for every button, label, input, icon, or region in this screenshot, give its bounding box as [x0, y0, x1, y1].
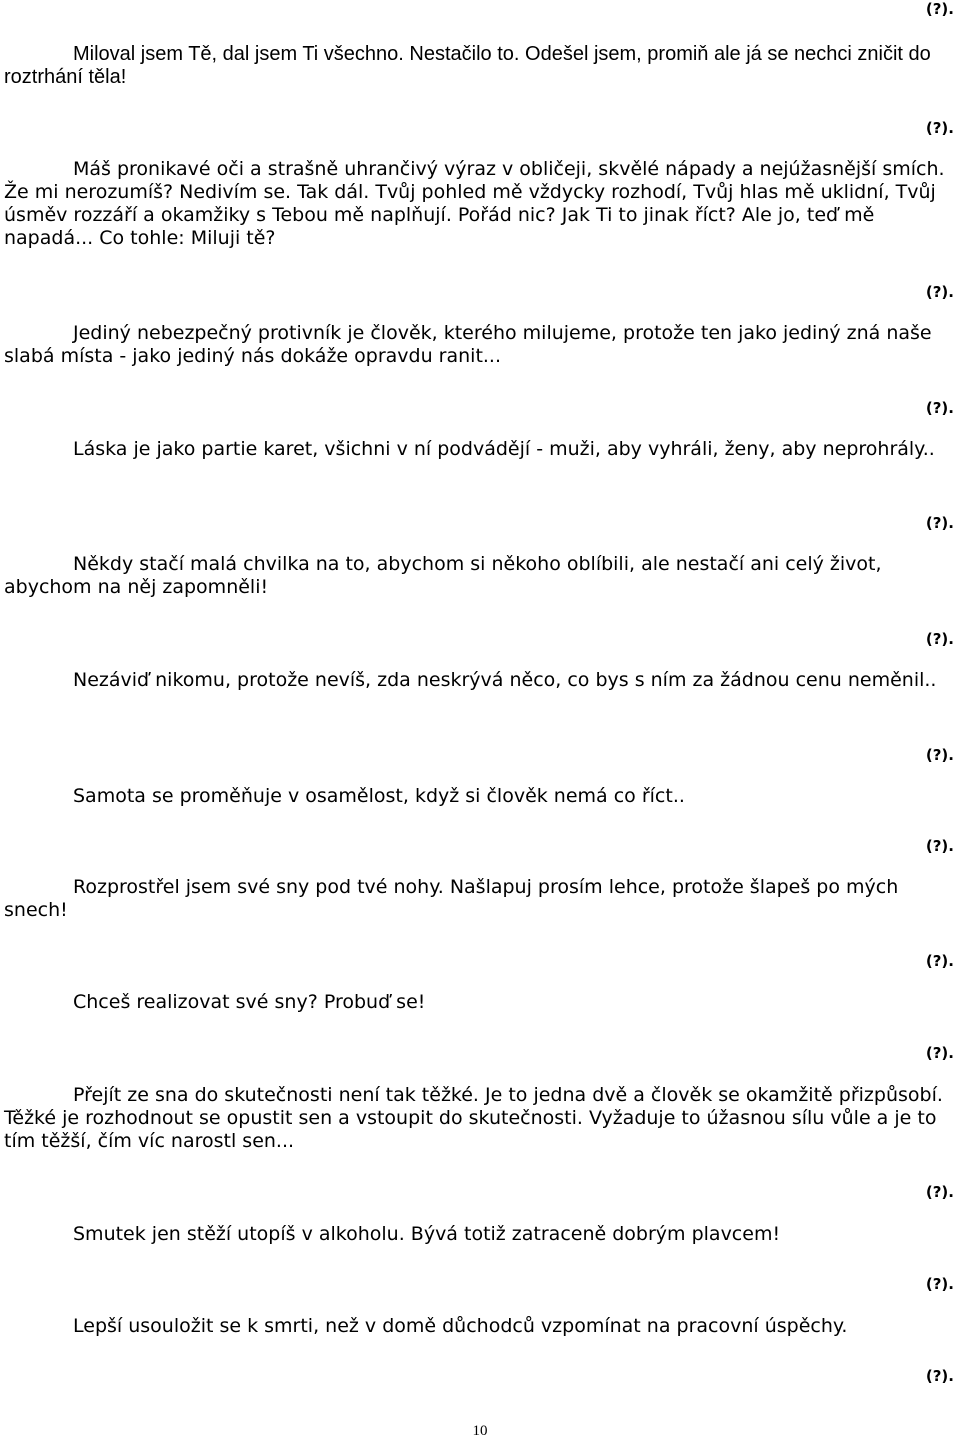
attribution-6: (?). [925, 630, 954, 648]
attribution-2: (?). [925, 119, 954, 137]
quote-11: Smutek jen stěží utopíš v alkoholu. Bývá totiž zatraceně dobrým plavcem! [73, 1223, 781, 1245]
attribution-8: (?). [925, 837, 954, 855]
quote-10: Přejít ze sna do skutečnosti není tak těžké. Je to jedna dvě a člověk se okamžitě přizpůsobí. Těžké je rozhodnout se opustit sen a vstoupit do skutečnosti. Vyžaduje to úžasnou sílu vůle a je to tím těžší, čím víc narostl sen... [4, 1084, 943, 1152]
final-attribution: (?). [925, 1367, 954, 1385]
attribution-9: (?). [925, 952, 954, 970]
quote-8: Rozprostřel jsem své sny pod tvé nohy. Našlapuj prosím lehce, protože šlapeš po mých snech! [4, 876, 899, 921]
quote-1: Miloval jsem Tě, dal jsem Ti všechno. Nestačilo to. Odešel jsem, promiň ale já se nechci zničit do roztrhání těla! [4, 43, 931, 88]
quote-7: Samota se proměňuje v osamělost, když si člověk nemá co říct.. [73, 785, 685, 807]
quote-3: Jediný nebezpečný protivník je člověk, kterého milujeme, protože ten jako jediný zná naše slabá místa - jako jediný nás dokáže opravdu ranit... [4, 322, 932, 367]
attribution-10: (?). [925, 1044, 954, 1062]
quote-2: Máš pronikavé oči a strašně uhrančivý výraz v obličeji, skvělé nápady a nejúžasnější smích. Že mi nerozumíš? Nedivím se. Tak dál. Tvůj pohled mě vždycky rozhodí, Tvůj hlas mě uklidní, Tvůj úsměv rozzáří a okamžiky s Tebou mě naplňují. Pořád nic? Jak Ti to jinak říct? Ale jo, teď mě napadá... Co tohle: Miluji tě? [4, 158, 945, 249]
attribution-3: (?). [925, 283, 954, 301]
attribution-5: (?). [925, 514, 954, 532]
quote-4: Láska je jako partie karet, všichni v ní podvádějí - muži, aby vyhráli, ženy, aby neprohrály.. [73, 438, 935, 460]
quote-9: Chceš realizovat své sny? Probuď se! [73, 991, 426, 1013]
attribution-4: (?). [925, 399, 954, 417]
page-number: 10 [472, 1423, 488, 1439]
quote-6: Nezáviď nikomu, protože nevíš, zda neskrývá něco, co bys s ním za žádnou cenu neměnil.. [73, 669, 937, 691]
attribution-11: (?). [925, 1183, 954, 1201]
attribution-7: (?). [925, 746, 954, 764]
attribution-1: (?). [925, 0, 954, 18]
quote-12: Lepší usouložit se k smrti, než v domě důchodců vzpomínat na pracovní úspěchy. [73, 1315, 848, 1337]
quote-5: Někdy stačí malá chvilka na to, abychom si někoho oblíbili, ale nestačí ani celý život, abychom na něj zapomněli! [4, 553, 882, 598]
attribution-12: (?). [925, 1275, 954, 1293]
